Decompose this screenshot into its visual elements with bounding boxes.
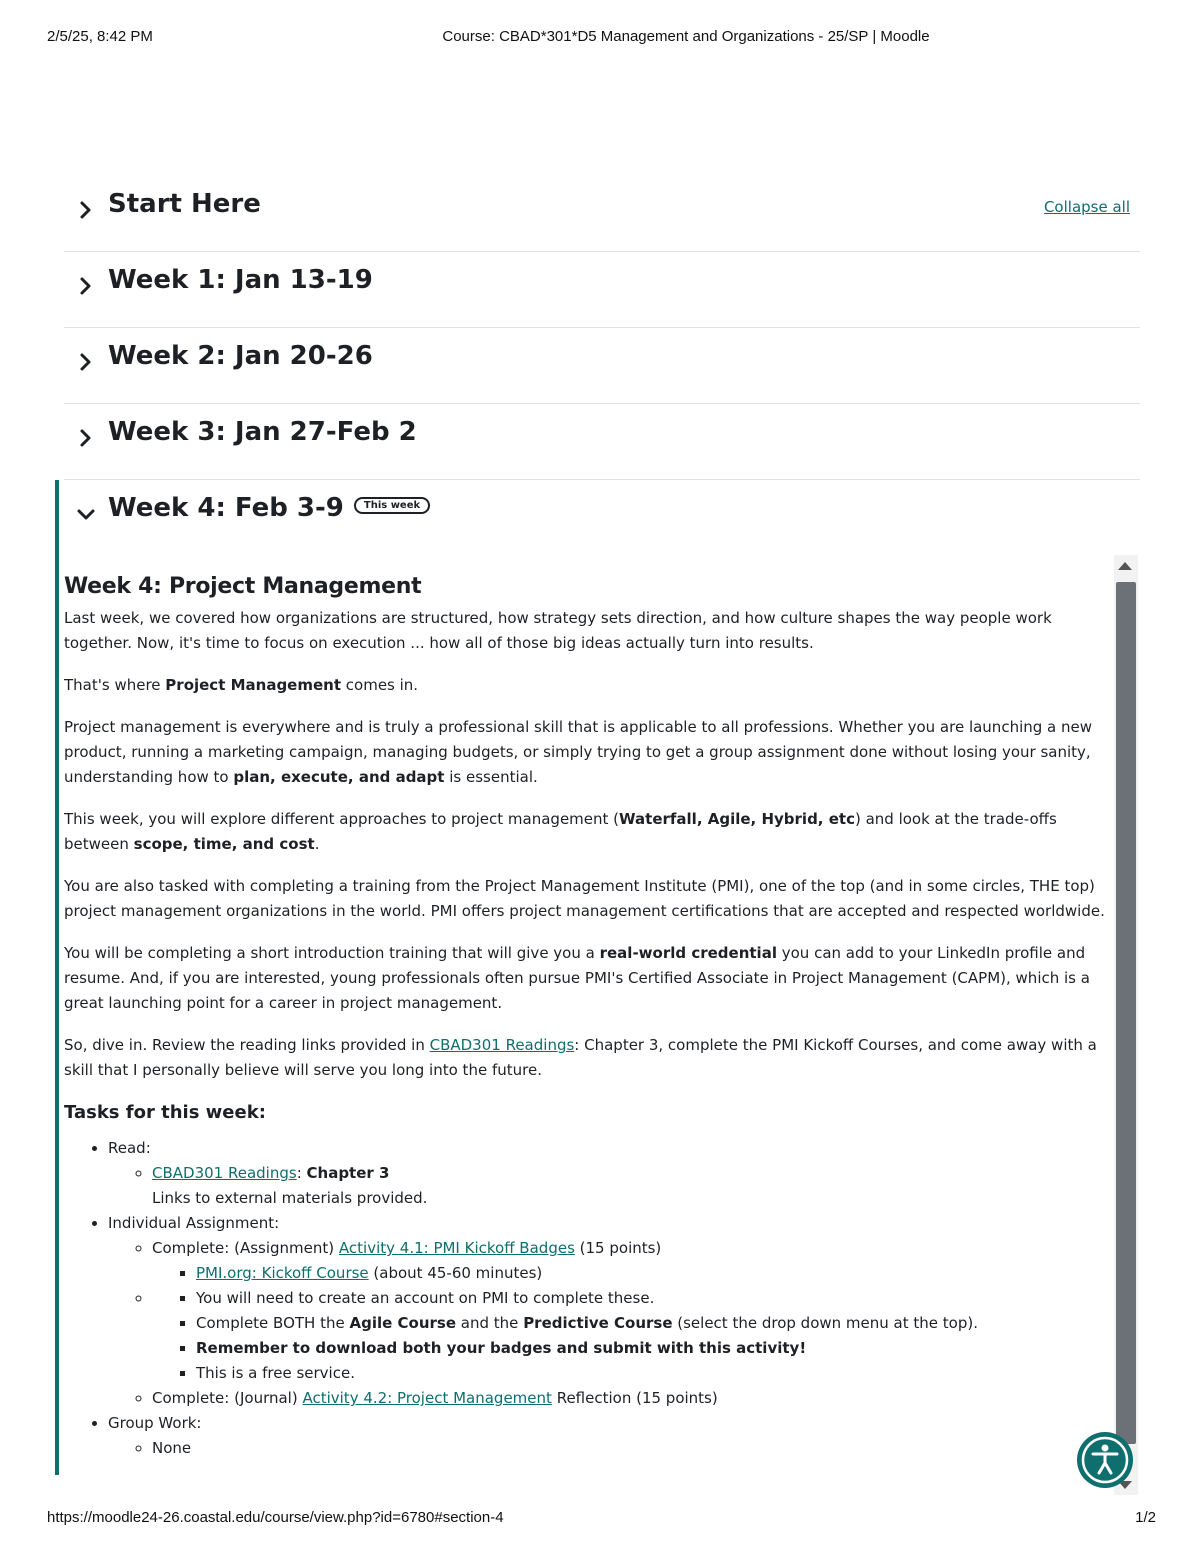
activity-4-1-link[interactable]: Activity 4.1: PMI Kickoff Badges (338, 1239, 575, 1257)
collapse-all-link[interactable]: Collapse all (1043, 198, 1130, 216)
chevron-right-icon[interactable] (74, 274, 98, 298)
paragraph-project-management (64, 673, 1112, 698)
print-title: Course: CBAD*301*D5 Management and Organizations - 25/SP | Moodle (442, 28, 930, 45)
section-week-3[interactable] (64, 404, 1140, 480)
list-item: ▪ This is a free service. (196, 1361, 1112, 1386)
bold-text: Agile Course (349, 1314, 457, 1332)
sub-sub-list (152, 1286, 1112, 1386)
print-url: https://moodle24-26.coastal.edu/course/view.php?id=6780#section-4 (47, 1509, 504, 1526)
cbad301-readings-link[interactable]: CBAD301 Readings (429, 1036, 575, 1054)
accessibility-button[interactable] (1077, 1432, 1133, 1488)
text: So, dive in. Review the reading links provided in (64, 1036, 430, 1054)
week-4-summary (64, 570, 1112, 1461)
bold-text: Predictive Course (523, 1314, 673, 1332)
text: is essential. (444, 768, 538, 786)
pmi-kickoff-course-link[interactable]: PMI.org: Kickoff Course (196, 1264, 369, 1282)
sub-sub-list (152, 1261, 1112, 1286)
print-page-number: 1/2 (1135, 1509, 1156, 1526)
section-week-1[interactable] (64, 252, 1140, 328)
section-week-4[interactable] (64, 480, 1140, 556)
paragraph-dive-in (64, 1033, 1112, 1083)
paragraph-everywhere (64, 715, 1112, 790)
section-title[interactable]: Week 3: Jan 27-Feb 2 (108, 417, 417, 447)
list-item (152, 1161, 1112, 1211)
text: ) and look at the trade-offs between (64, 810, 1057, 853)
section-title[interactable] (108, 493, 430, 523)
text: : Chapter 3, complete the PMI Kickoff Courses, and come away with a skill that I personally believe will serve you long into the future. (64, 1036, 1097, 1079)
text: Complete: (Journal) (152, 1389, 303, 1407)
list-item (196, 1336, 1112, 1361)
paragraph-pmi: You are also tasked with completing a training from the Project Management Institute (PMI), one of the top (and in some circles, THE top) project management organizations in the world. PMI offers project management certifications that are accepted and respected worldwide. (64, 877, 1105, 920)
text: Complete BOTH the (196, 1314, 350, 1332)
tasks-list (64, 1136, 1112, 1461)
list-item (108, 1411, 1112, 1461)
text: Group Work: (108, 1414, 202, 1432)
text: : (296, 1164, 307, 1182)
text: Reflection (15 points) (551, 1389, 718, 1407)
text: Individual Assignment: (108, 1214, 280, 1232)
chevron-right-icon[interactable] (74, 350, 98, 374)
list-item: ◦ None (152, 1436, 1112, 1461)
text: That's where (64, 676, 166, 694)
text: you can add to your LinkedIn profile and resume. And, if you are interested, young professionals often pursue PMI's Certified Associate in Project Management (CAPM), which is a great launching point for a career in project management. (64, 944, 1090, 1012)
print-date: 2/5/25, 8:42 PM (47, 28, 153, 45)
tasks-heading: Tasks for this week: (64, 1102, 266, 1123)
week-4-heading: Week 4: Project Management (64, 574, 422, 599)
text: (about 45-60 minutes) (368, 1264, 543, 1282)
print-header (0, 28, 1200, 50)
this-week-badge: This week (354, 497, 430, 514)
list-item (196, 1311, 1112, 1336)
bold-text: real-world credential (599, 944, 777, 962)
text: Project management is everywhere and is truly a professional skill that is applicable to all professions. Whether you are launching a new product, running a marketing campaign, managing budgets, or simply trying to get a group assignment done without losing your sanity, understanding how to (64, 718, 1092, 786)
bold-text: Chapter 3 (306, 1164, 390, 1182)
bold-text: plan, execute, and adapt (233, 768, 445, 786)
content-scrollbar-thumb[interactable] (1116, 582, 1136, 1444)
current-week-highlight-bar (55, 480, 59, 1475)
paragraph-approaches (64, 807, 1112, 857)
cbad301-readings-link[interactable]: CBAD301 Readings (152, 1164, 297, 1182)
section-title-text: Week 4: Feb 3-9 (108, 493, 344, 523)
list-item (108, 1211, 1112, 1411)
chevron-down-icon[interactable] (74, 502, 98, 526)
section-start-here[interactable] (64, 176, 1140, 252)
bold-text: Project Management (165, 676, 342, 694)
sub-list (108, 1161, 1112, 1211)
chevron-right-icon[interactable] (74, 426, 98, 450)
text: (select the drop down menu at the top). (672, 1314, 978, 1332)
paragraph-intro: Last week, we covered how organizations are structured, how strategy sets direction, and how culture shapes the way people work together. Now, it's time to focus on execution ... how all of those big ideas actually turn into results. (64, 609, 1052, 652)
list-item (152, 1236, 1112, 1286)
scroll-up-arrow-icon[interactable] (1118, 562, 1132, 570)
paragraph-credential (64, 941, 1112, 1016)
chevron-right-icon[interactable] (74, 198, 98, 222)
sub-list (108, 1436, 1112, 1461)
text: comes in. (341, 676, 419, 694)
text: . (314, 835, 320, 853)
text: (15 points) (574, 1239, 662, 1257)
section-title[interactable]: Start Here (108, 189, 261, 219)
text: This week, you will explore different approaches to project management ( (64, 810, 620, 828)
text: Complete: (Assignment) (152, 1239, 339, 1257)
list-item (196, 1261, 1112, 1286)
text: and the (456, 1314, 524, 1332)
list-item (152, 1386, 1112, 1411)
bold-text: Remember to download both your badges and submit with this activity! (196, 1339, 807, 1357)
bold-text: scope, time, and cost (133, 835, 315, 853)
text: You will be completing a short introduction training that will give you a (64, 944, 600, 962)
section-week-2[interactable] (64, 328, 1140, 404)
bold-text: Waterfall, Agile, Hybrid, etc (619, 810, 855, 828)
accessibility-icon (1077, 1432, 1133, 1488)
sub-list (108, 1236, 1112, 1411)
text: Read: (108, 1139, 151, 1157)
section-title[interactable]: Week 1: Jan 13-19 (108, 265, 373, 295)
list-item (108, 1136, 1112, 1211)
activity-4-2-link[interactable]: Activity 4.2: Project Management (302, 1389, 552, 1407)
text: Links to external materials provided. (152, 1189, 428, 1207)
list-item: ▪ ◦ You will need to create an account on PMI to complete these. (196, 1286, 1112, 1311)
list-item (152, 1286, 1112, 1386)
print-footer (0, 1509, 1200, 1531)
section-title[interactable]: Week 2: Jan 20-26 (108, 341, 373, 371)
